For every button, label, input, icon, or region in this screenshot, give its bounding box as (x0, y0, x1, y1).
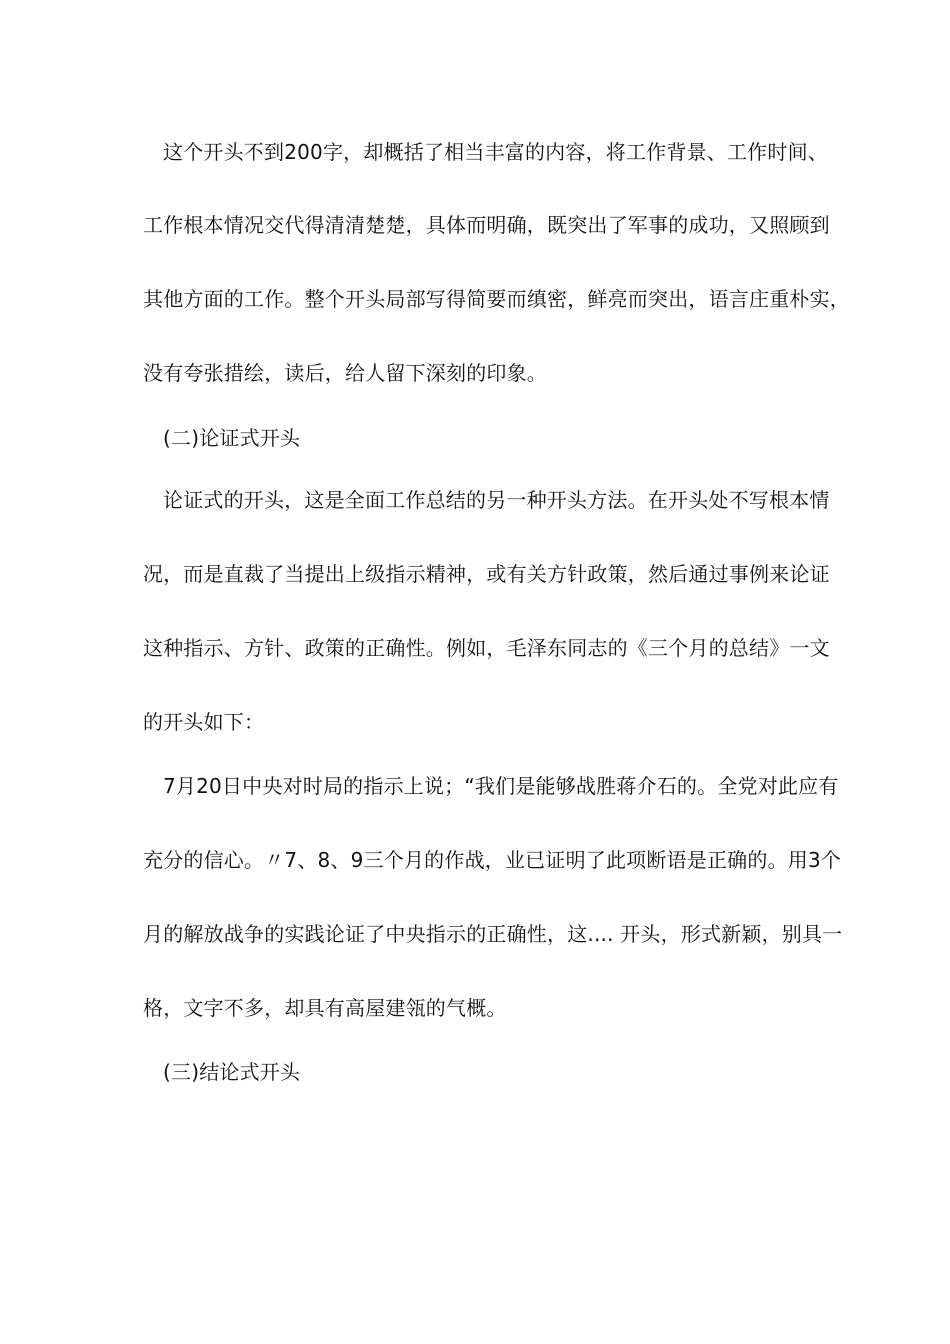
section-heading-2: (二)论证式开头 (163, 426, 301, 450)
paragraph-3-line-1: 7月20日中央对时局的指示上说；“我们是能够战胜蒋介石的。全党对此应有 (163, 774, 839, 798)
paragraph-2-line-4: 的开头如下： (143, 710, 265, 734)
paragraph-1-line-4: 没有夸张措绘，读后，给人留下深刻的印象。 (143, 361, 547, 385)
paragraph-2-line-3: 这种指示、方针、政策的正确性。例如，毛泽东同志的《三个月的总结》一文 (143, 636, 830, 660)
section-heading-3: (三)结论式开头 (163, 1060, 301, 1084)
paragraph-2-line-2: 况，而是直裁了当提出上级指示精神，或有关方针政策，然后通过事例来论证 (143, 562, 830, 586)
paragraph-1-line-2: 工作根本情况交代得清清楚楚，具体而明确，既突出了军事的成功，又照顾到 (143, 213, 830, 237)
paragraph-3-line-2: 充分的信心。〃7、8、9三个月的作战，业已证明了此项断语是正确的。用3个 (143, 848, 842, 872)
paragraph-3-line-3: 月的解放战争的实践论证了中央指示的正确性，这.... 开头，形式新颖，别具一 (143, 922, 843, 946)
paragraph-2-line-1: 论证式的开头，这是全面工作总结的另一种开头方法。在开头处不写根本情 (163, 488, 830, 512)
paragraph-1-line-1: 这个开头不到200字，却概括了相当丰富的内容，将工作背景、工作时间、 (163, 140, 828, 164)
paragraph-1-line-3: 其他方面的工作。整个开头局部写得简要而缜密，鲜亮而突出，语言庄重朴实， (143, 287, 850, 311)
paragraph-3-line-4: 格，文字不多，却具有高屋建瓴的气概。 (143, 996, 507, 1020)
